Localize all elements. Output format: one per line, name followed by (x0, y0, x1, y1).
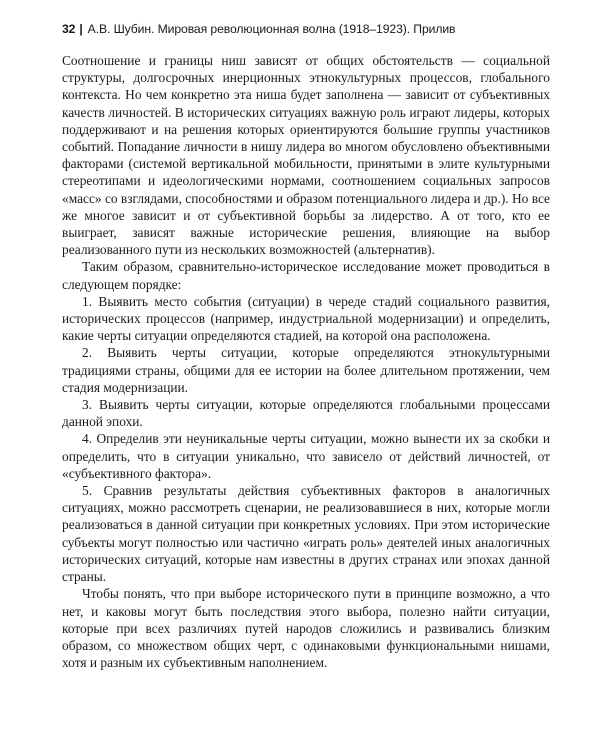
paragraph: Чтобы понять, что при выборе исторического пути в принципе возможно, а что нет, и каковы могут быть последствия этого выбора, полезно найти ситуации, которые при всех различиях путей народов сложились и развивались близким образом, со множеством общих черт, с одинаковыми функциональными нишами, хотя и разным их субъективным наполнением. (62, 586, 550, 671)
list-item: 5. Сравнив результаты действия субъективных факторов в аналогичных ситуациях, можно рассмотреть сценарии, не реализовавшиеся в них, которые могли реализоваться в данной ситуации при конкретных условиях. При этом исторические субъекты могут полностью или частично «играть роль» деятелей иных аналогичных исторических ситуаций, которые нам известны в других странах или эпохах данной страны. (62, 483, 550, 585)
list-item: 1. Выявить место события (ситуации) в череде стадий социального развития, исторических процессов (например, индустриальной модернизации) и определить, какие черты ситуации определяются стадией, на которой она расположена. (62, 293, 550, 344)
running-title: А.В. Шубин. Мировая революционная волна (1918–1923). Прилив (87, 22, 456, 36)
body-text (62, 52, 550, 671)
list-item: 2. Выявить черты ситуации, которые определяются этнокультурными традициями страны, общими для ее истории на более длительном протяжении, чем стадия модернизации. (62, 345, 550, 395)
page-number: 32 (62, 22, 76, 36)
header-separator: | (79, 22, 83, 36)
list-item: 4. Определив эти неуникальные черты ситуации, можно вынести их за скобки и определить, что в ситуации уникально, что зависело от действий личностей, от «субъективного фактора». (62, 431, 550, 481)
paragraph: Таким образом, сравнительно-историческое исследование может проводиться в следующем порядке: (62, 259, 550, 292)
paragraph: Соотношение и границы ниш зависят от общих обстоятельств — социальной структуры, долгосрочных инерционных этнокультурных процессов, глобального контекста. Но чем конкретно эта ниша будет заполнена — зависит от субъективных качеств личностей. В исторических ситуациях важную роль играют лидеры, которых поддерживают и на решения которых ориентируются большие группы участников событий. Попадание личности в нишу лидера во многом обусловлено объективными факторами (системой вертикальной мобильности, принятыми в элите культурными стереотипами и идеологическими нормами, соотношением социальных запросов «масс» со взглядами, способностями и образом потенциального лидера и др.). Но все же многое зависит и от субъективной борьбы за лидерство. А от того, кто ее выиграет, зависят важные исторические решения, влияющие на выбор реализованного пути из нескольких возможностей (альтернатив). (62, 53, 550, 258)
running-header (62, 22, 550, 36)
list-item: 3. Выявить черты ситуации, которые определяются глобальными процессами данной эпохи. (62, 397, 550, 430)
